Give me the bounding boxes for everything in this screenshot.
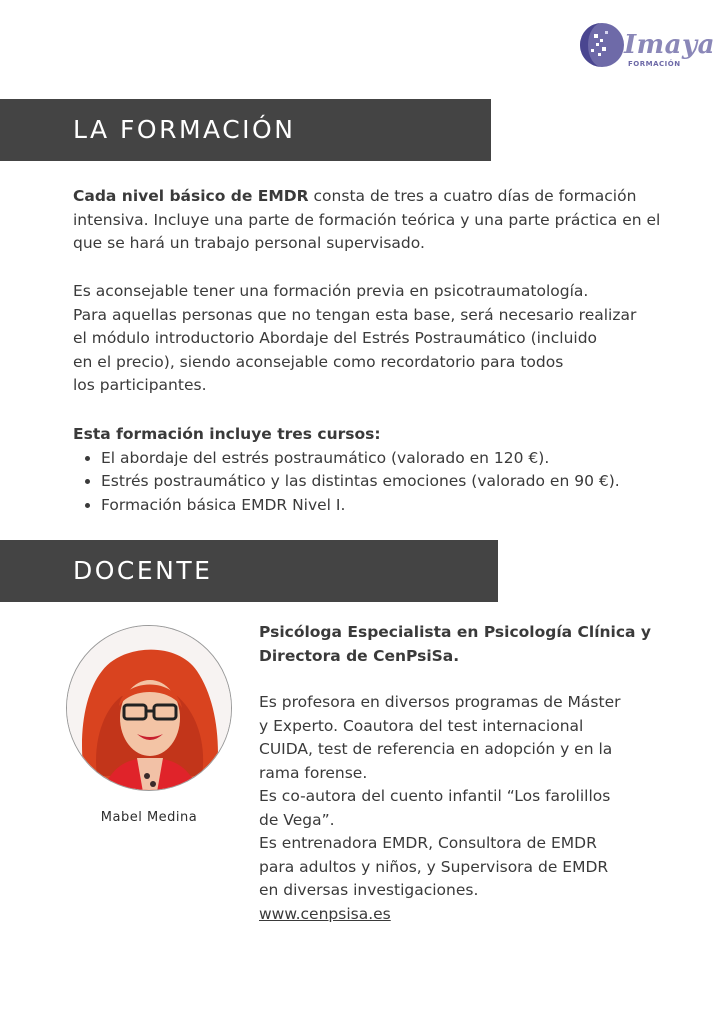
bio-line: Es co-autora del cuento infantil “Los farolillos (259, 787, 611, 805)
bio-line: Es profesora en diversos programas de Máster (259, 693, 621, 711)
imaya-logo-icon (578, 18, 624, 70)
formacion-p2-line: en el precio), siendo aconsejable como recordatorio para todos (73, 352, 564, 371)
formacion-paragraph-1 (73, 185, 663, 256)
logo-name: Imaya (624, 30, 715, 60)
teacher-bio (259, 621, 669, 926)
bio-line: de Vega”. (259, 810, 335, 829)
formacion-p2-line: Para aquellas personas que no tengan esta base, será necesario realizar (73, 305, 637, 324)
teacher-portrait-illustration (67, 626, 232, 791)
teacher-title (259, 621, 669, 668)
bio-line: CUIDA, test de referencia en adopción y en la (259, 740, 613, 758)
imaya-logo (578, 18, 715, 76)
bio-line: rama forense. (259, 763, 368, 782)
teacher-photo (66, 625, 232, 791)
docente-heading: DOCENTE (0, 540, 498, 602)
logo-subtitle: FORMACIÓN (628, 60, 681, 68)
course-item: • Formación básica EMDR Nivel I. (101, 494, 663, 518)
courses-block (73, 423, 663, 517)
formacion-p1-rest: consta de tres a cuatro días de formación intensiva. Incluye una parte de formación teórica y una parte práctica en el que se hará un trabajo personal supervisado. (73, 187, 661, 252)
formacion-p1-bold: Cada nivel básico de EMDR (73, 187, 309, 205)
courses-list (73, 447, 663, 518)
formacion-p2-line: Es aconsejable tener una formación previa en psicotraumatología. (73, 282, 589, 300)
teacher-title-line: Psicóloga Especialista en Psicología Clínica y (259, 623, 652, 641)
bio-line: para adultos y niños, y Supervisora de EMDR (259, 857, 609, 876)
bio-line: y Experto. Coautora del test internacional (259, 716, 584, 735)
formacion-p2-line: los participantes. (73, 376, 207, 394)
course-item: • Estrés postraumático y las distintas emociones (valorado en 90 €). (101, 470, 663, 494)
teacher-name: Mabel Medina (100, 810, 198, 825)
courses-title: Esta formación incluye tres cursos: (73, 425, 381, 443)
website-link[interactable]: www.cenpsisa.es (259, 904, 391, 923)
formacion-p2-line: el módulo introductorio Abordaje del Estrés Postraumático (incluido (73, 329, 598, 347)
course-item: • El abordaje del estrés postraumático (valorado en 120 €). (101, 447, 663, 471)
teacher-title-line: Directora de CenPsiSa. (259, 646, 460, 665)
formacion-paragraph-2 (73, 280, 663, 398)
bio-line: en diversas investigaciones. (259, 881, 479, 899)
formacion-heading: LA FORMACIÓN (0, 99, 491, 161)
bio-line: Es entrenadora EMDR, Consultora de EMDR (259, 834, 597, 852)
